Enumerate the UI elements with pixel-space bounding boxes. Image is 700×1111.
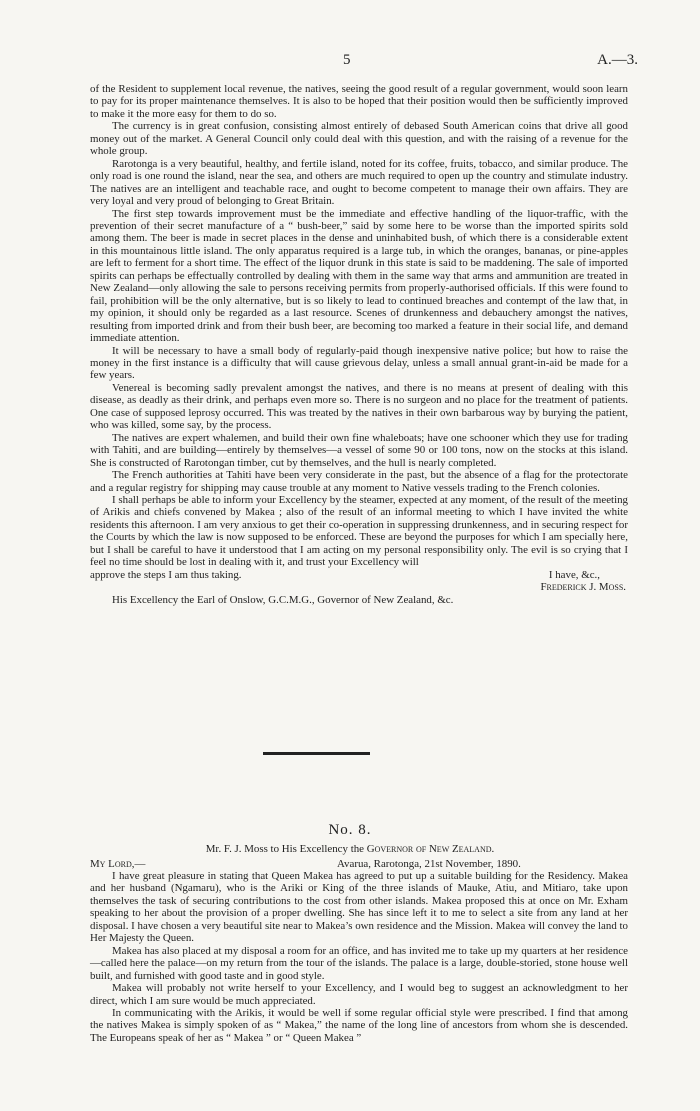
paragraph-disease: Venereal is becoming sadly prevalent amongst the natives, and there is no means at present of dealing with this disease, as deadly as their drink, and perhaps even more so. There is no surgeon and no place for the treatment of patients. One case of supposed leprosy occurred. This was treated by the natives in their own barbarous way by burying the patient, who was killed, some say, by the process. <box>90 381 628 432</box>
report-body <box>90 83 628 606</box>
paragraph-whalemen: The natives are expert whalemen, and build their own fine whaleboats; have one schooner which they use for trading with Tahiti, and are building—entirely by themselves—a vessel of some 90 or 100 tons, now on the stocks at this island. She is constructed of Rarotongan timber, cut by themselves, and the hull is nearly completed. <box>90 431 628 469</box>
paragraph-closing: I shall perhaps be able to inform your Excellency by the steamer, expected at any moment, of the result of the meeting of Arikis and chiefs convened by Makea ; also of the result of an informal meeting to which I have invited the white residents this afternoon. I am very anxious to get their co-operation in suppressing drunkenness, and in securing respect for the Courts by which the law is now supposed to be enforced. These are beyond the purposes for which I am specially here, but I shall be careful to have it understood that I am acting on my personal responsibility only. The evil is so crying that I feel no time should be lost in dealing with it, and trust your Excellency will <box>90 493 628 569</box>
section-divider <box>263 752 370 755</box>
letter-title <box>0 843 700 855</box>
paragraph-french: The French authorities at Tahiti have been very considerate in the past, but the absence of a flag for the protectorate and a regular registry for shipping may cause trouble at any moment to Native vessels trading to the French colonies. <box>90 469 628 494</box>
letter-title-recipient: Governor of New Zealand. <box>366 843 495 855</box>
closing-last-line: approve the steps I am thus taking. <box>90 568 242 581</box>
paragraph-rarotonga: Rarotonga is a very beautiful, healthy, and fertile island, noted for its coffee, fruits, tobacco, and similar produce. The only road is one round the island, near the sea, and others are much required to open up the country and stimulate industry. The natives are an intelligent and teachable race, and ought to become competent to manage their own affairs. They are very loyal and very proud of belonging to Great Britain. <box>90 157 628 208</box>
addressee: His Excellency the Earl of Onslow, G.C.M.G., Governor of New Zealand, &c. <box>112 593 454 606</box>
letter-paragraph-office: Makea has also placed at my disposal a room for an office, and has invited me to take up my quarters at her residence—called here the palace—on my return from the tour of the islands. The palace is a large, double-storied, stone house well built, and furnished with good taste and in good style. <box>90 944 628 982</box>
letter-paragraph-acknowledgment: Makea will probably not write herself to your Excellency, and I would beg to suggest an acknowledgment to her direct, which I am sure would be much appreciated. <box>90 982 628 1007</box>
letter-body <box>90 870 628 1044</box>
salutation: My Lord,— <box>90 858 146 870</box>
closing-line <box>90 569 628 581</box>
valediction: I have, &c., <box>548 568 600 581</box>
letter-paragraph-residency: I have great pleasure in stating that Queen Makea has agreed to put up a suitable building for the Residency. Makea and her husband (Ngamaru), who is the Ariki or King of the three islands of Mauke, Atiu, and Mitiaro, take upon themselves the task of securing contributions to the cost from other islands. Makea proposed this at once on Mr. Exham speaking to her about the provision of a proper dwelling. She has since left it to me to select a site from any land at her disposal. I have chosen a very beautiful site near to Makea’s own residence and the Mission. Makea will convey the land to Her Majesty the Queen. <box>90 870 628 945</box>
letter-title-prefix: Mr. F. J. Moss to His Excellency the <box>205 843 364 855</box>
page-number: 5 <box>343 52 351 68</box>
signature: Frederick J. Moss. <box>540 581 626 594</box>
letter-number: No. 8. <box>328 822 372 838</box>
paragraph-liquor: The first step towards improvement must be the immediate and effective handling of the liquor-traffic, with the prevention of their secret manufacture of a “ bush-beer,” said by some here to be worse than the imported spirits sold among them. The beer is made in secret places in the dense and uninhabited bush, of which there is a considerable extent in this mountainous little island. The only apparatus required is a large tub, in which the oranges, bananas, or pine-apples are left to ferment for a short time. The effect of the liquor drunk in this state is said to be maddening. The sale of imported spirits can perhaps be effectually controlled by dealing with them in the same way that arms and ammunition are treated in New Zealand—only allowing the sale to persons receiving permits from properly-authorised officials. If this were found to fail, prohibition will be the only alternative, but is so likely to lead to continued breaches and contempt of the law that, in my opinion, it should only be regarded as a last resource. Scenes of drunkenness and debauchery amongst the natives, resulting from imported drink and from their bush beer, are becoming too marked a feature in their social life, and demand immediate attention. <box>90 207 628 345</box>
paragraph-police: It will be necessary to have a small body of regularly-paid though inexpensive native police; but how to raise the money in the first instance is a difficulty that will cause grievous delay, unless a small annual grant-in-aid be made for a few years. <box>90 344 628 382</box>
continued-paragraph: of the Resident to supplement local revenue, the natives, seeing the good result of a regular government, would soon learn to pay for its proper maintenance themselves. It is also to be hoped that their position would then be sufficiently improved to make it the more easy for them to do so. <box>90 83 628 120</box>
place-date: Avarua, Rarotonga, 21st November, 1890. <box>337 858 521 870</box>
letter-paragraph-style: In communicating with the Arikis, it would be well if some regular official style were prescribed. I find that among the natives Makea is simply spoken of as “ Makea,” the name of the long line of ancestors from whom she is descended. The Europeans speak of her as “ Makea ” or “ Queen Makea ” <box>90 1006 628 1044</box>
document-reference: A.—3. <box>597 52 638 68</box>
paragraph-currency: The currency is in great confusion, consisting almost entirely of debased South American coins that drive all good money out of the market. A General Council only could deal with this question, and with the raising of a revenue for the whole group. <box>90 120 628 158</box>
page-header <box>88 52 638 72</box>
